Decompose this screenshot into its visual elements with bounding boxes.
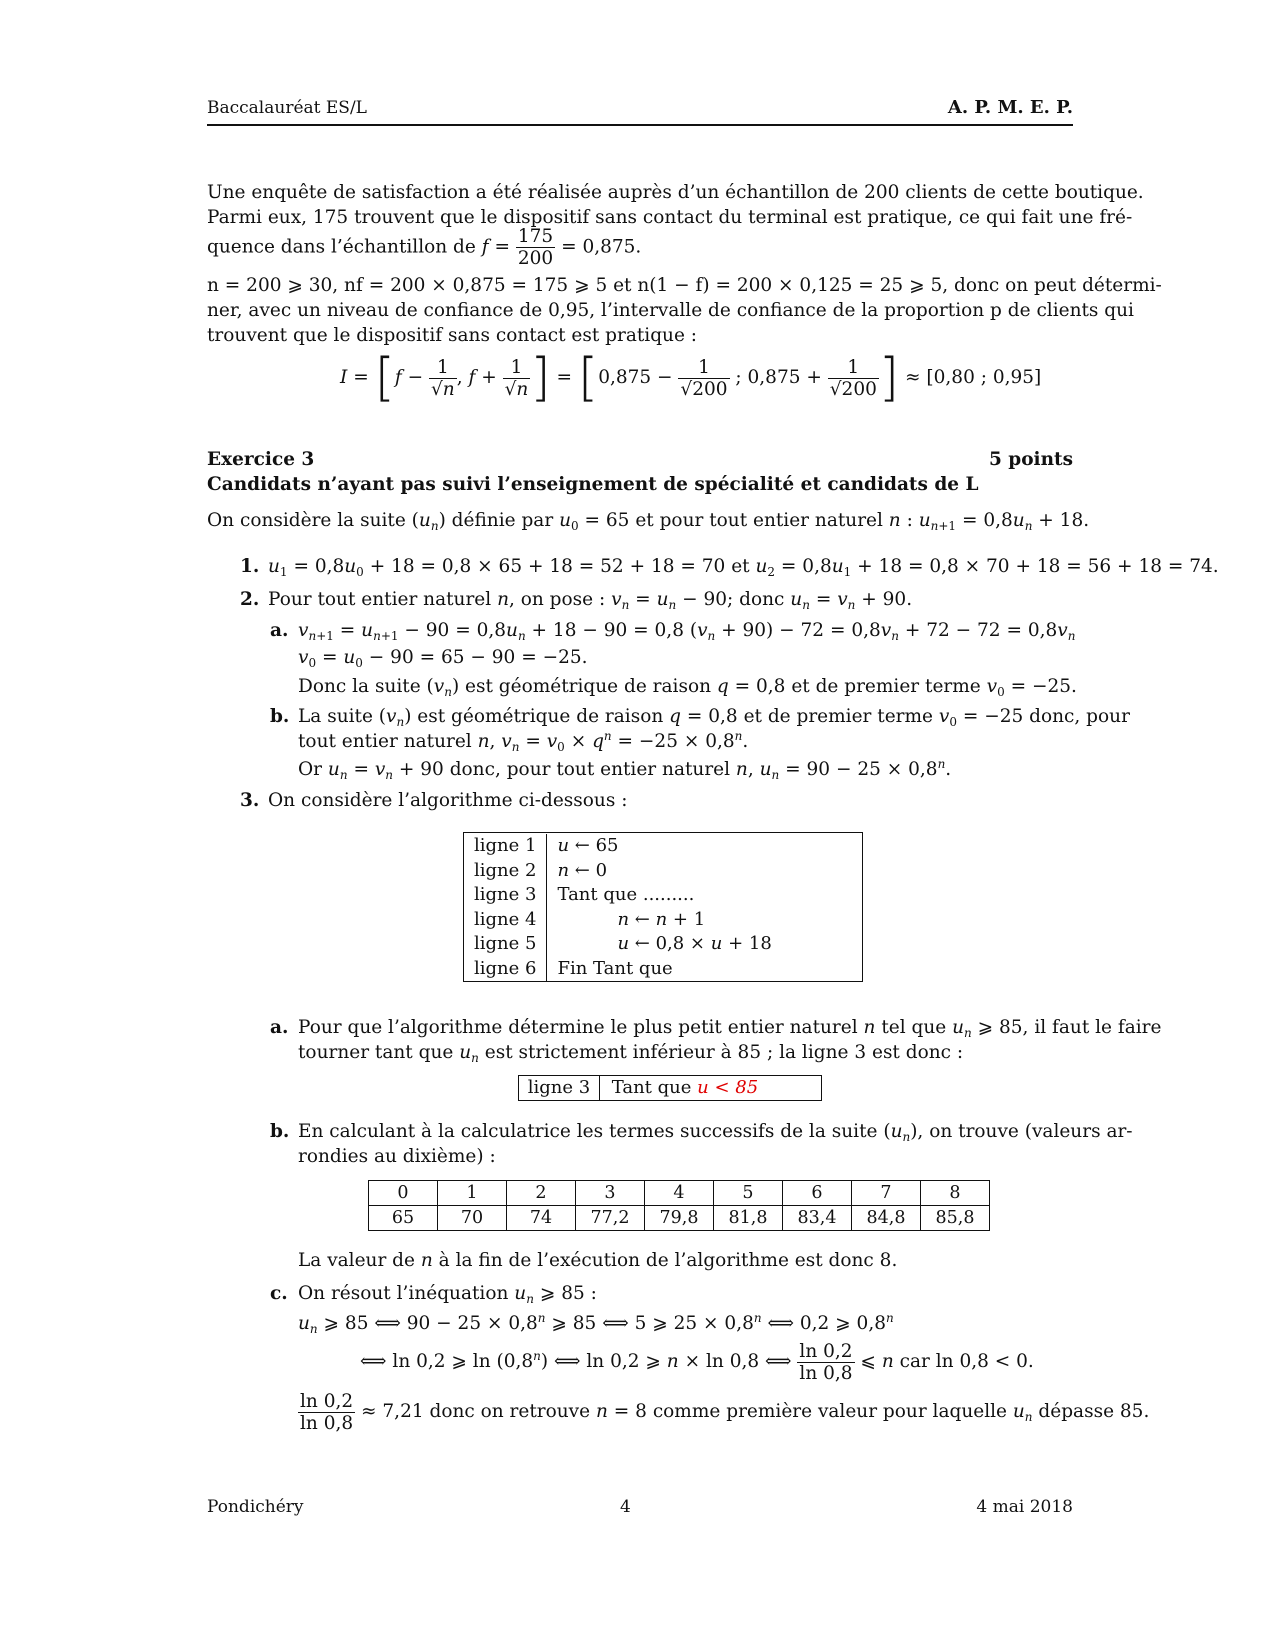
algo-line-label: ligne 4	[464, 908, 547, 933]
q3c-text-a: On résout l’inéquation	[298, 1283, 509, 1304]
values-table-wrap	[368, 1180, 990, 1231]
intro-conditions: n = 200 ⩾ 30, nf = 200 × 0,875 = 175 ⩾ 5 et n(1 − f) = 200 × 0,125 = 25 ⩾ 5, donc on peut détermi-	[207, 275, 1162, 296]
table-cell-u: 77,2	[576, 1206, 645, 1231]
q3c-line1: $u_n$ ⩾ 85 ⟺ $90 - 25 \times 0,8^n$ ⩾ 85 ⟺ 5 ⩾ $25 \times 0,8^n$ ⟺ 0,2 ⩾ 0,8$^n$	[298, 1311, 894, 1336]
algo-fin: Fin Tant que	[557, 957, 673, 979]
f-value: = 0,875.	[561, 236, 642, 258]
q3c-line3: $\frac{\ln 0,2}{\ln 0,8}$ ≈ 7,21 donc on retrouve n = 8 comme première valeur pour laquelle $u_n$ dépasse 85.	[300, 1390, 1150, 1434]
intro-line1: Une enquête de satisfaction a été réalisée auprès d’un échantillon de 200 clients de cette boutique.	[207, 182, 1144, 203]
q3c-text: On résout l’inéquation $u_n$ ⩾ 85 :	[298, 1283, 597, 1306]
statement-b: définie par	[451, 510, 554, 531]
q3-text: On considère l’algorithme ci-dessous :	[268, 790, 628, 811]
q3b-line1-text: En calculant à la calculatrice les termes successifs de la suite	[298, 1121, 878, 1142]
exercise-title: Exercice 3	[207, 449, 315, 470]
last-text-c: dépasse 85.	[1038, 1401, 1150, 1422]
q2b-line3: Or $u_n = v_n + 90$ donc, pour tout entier naturel n, $u_n = 90 - 25 \times 0,8^n$.	[298, 757, 952, 782]
algo-line-label: ligne 6	[464, 957, 547, 982]
table-cell-u: 70	[438, 1206, 507, 1231]
q2-number: 2.	[240, 589, 260, 610]
table-cell-u: 65	[369, 1206, 438, 1231]
q1-text: $u_1 = 0,8u_0 + 18 = 0,8 \times 65 + 18 = 52 + 18 = 70$ et $u_2 = 0,8u_1 + 18 = 0,8 \times 70 + 18 = 56 + 18 = 74$.	[268, 556, 1219, 579]
algo-line-label: ligne 1	[464, 834, 547, 859]
interval-formula: I = [f − $\frac{1}{√n}$ , f + $\frac{1}{√n}$ ] = [0,875 − $\frac{1}{√200}$ ; 0,875 + $\frac{1}{√200}$ ] ≈ [0,80 ; 0,95]	[340, 348, 1042, 408]
q3a-line2-a: tourner tant que	[298, 1042, 454, 1063]
last-text-a: ≈ 7,21 donc on retrouve	[361, 1401, 591, 1422]
header-left: Baccalauréat ES/L	[207, 98, 367, 118]
frac-den: 200	[517, 248, 554, 269]
q3b-label: b.	[270, 1121, 290, 1142]
q2-text: Pour tout entier naturel n, on pose : $v_n = u_n - 90$; donc $u_n = v_n + 90$.	[268, 589, 913, 612]
q3a-line2-b: est strictement inférieur à 85 ; la ligne 3 est donc :	[484, 1042, 964, 1063]
table-cell-n: 5	[714, 1181, 783, 1206]
table-cell-u: 83,4	[783, 1206, 852, 1231]
table-cell-u: 74	[507, 1206, 576, 1231]
algo-line-label: ligne 5	[464, 932, 547, 957]
table-cell-n: 7	[852, 1181, 921, 1206]
ligne3-box	[518, 1075, 822, 1101]
table-cell-n: 2	[507, 1181, 576, 1206]
footer-left: Pondichéry	[207, 1497, 304, 1517]
ligne3-condition: u < 85	[697, 1077, 759, 1098]
table-cell-u: 85,8	[921, 1206, 990, 1231]
page-number: 4	[620, 1497, 631, 1517]
table-cell-n: 8	[921, 1181, 990, 1206]
algo-line-label: ligne 2	[464, 859, 547, 884]
table-cell-n: 6	[783, 1181, 852, 1206]
q3a-line1: Pour que l’algorithme détermine le plus petit entier naturel n tel que $u_n$ ⩾ 85, il faut le faire	[298, 1017, 1162, 1040]
last-text-b: comme première valeur pour laquelle	[652, 1401, 1007, 1422]
table-cell-u: 81,8	[714, 1206, 783, 1231]
q3a-label: a.	[270, 1017, 289, 1038]
intro-line5: ner, avec un niveau de confiance de 0,95, l’intervalle de confiance de la proportion p de clients qui	[207, 300, 1134, 321]
q3b-conclusion: La valeur de n à la fin de l’exécution de l’algorithme est donc 8.	[298, 1250, 898, 1271]
q2b-line1: La suite $(v_n)$ est géométrique de raison q = 0,8 et de premier terme $v_0 = -25$ donc, pour	[298, 706, 1130, 729]
q3a-line1-text: Pour que l’algorithme détermine le plus petit entier naturel	[298, 1017, 858, 1038]
intro-line2: Parmi eux, 175 trouvent que le dispositif sans contact du terminal est pratique, ce qui fait une fré-	[207, 207, 1133, 228]
q2a-label: a.	[270, 620, 289, 641]
algorithm-box: ligne 1 u ← 65 ligne 2 n ← 0 ligne 3 Tant que ......... ligne 4 n ← n + 1 ligne 5 u ← 0,8 × u + 18 ligne 6 Fin Tant que	[463, 832, 863, 982]
table-cell-u: 79,8	[645, 1206, 714, 1231]
intro-line6: trouvent que le dispositif sans contact est pratique :	[207, 325, 698, 346]
frac-num: 175	[517, 226, 554, 247]
q3-number: 3.	[240, 790, 260, 811]
table-cell-n: 4	[645, 1181, 714, 1206]
table-cell-u: 84,8	[852, 1206, 921, 1231]
q3c-line2: ⟺ ln 0,2 ⩾ ln (0,8$^n$) ⟺ ln 0,2 ⩾ n × ln 0,8 ⟺ $\frac{\ln 0,2}{\ln 0,8}$ ⩽ n car ln 0,8 < 0.	[360, 1340, 1034, 1384]
statement-c: et pour tout entier naturel	[635, 510, 883, 531]
interval-result: ≈ [0,80 ; 0,95]	[905, 367, 1042, 388]
values-table	[368, 1180, 990, 1231]
ligne3-label: ligne 3	[519, 1076, 600, 1100]
footer-right: 4 mai 2018	[976, 1497, 1073, 1517]
q3a-line2: tourner tant que $u_n$ est strictement inférieur à 85 ; la ligne 3 est donc :	[298, 1042, 964, 1065]
ligne3-tq: Tant que	[611, 1077, 692, 1098]
q3b-line2: rondies au dixième) :	[298, 1146, 496, 1167]
table-cell-n: 3	[576, 1181, 645, 1206]
algo-tant-que: Tant que .........	[557, 884, 695, 905]
header-rule	[207, 124, 1073, 126]
q2b-label: b.	[270, 706, 290, 727]
q2-text-a: Pour tout entier naturel	[268, 589, 492, 610]
q2a-line2: $v_0 = u_0 - 90 = 65 - 90 = -25$.	[298, 647, 588, 670]
q1-number: 1.	[240, 556, 260, 577]
fraction-f	[516, 226, 555, 269]
q3b-conclusion-text: à la fin de l’exécution de l’algorithme est donc 8.	[438, 1250, 898, 1271]
statement: On considère la suite $(u_n)$ définie par $u_0 = 65$ et pour tout entier naturel n : $u_{n+1} = 0,8u_n + 18$.	[207, 510, 1090, 533]
intro-line3-text: quence dans l’échantillon de	[207, 236, 476, 258]
exercise-subtitle: Candidats n’ayant pas suivi l’enseignement de spécialité et candidats de L	[207, 474, 979, 495]
header-right: A. P. M. E. P.	[947, 97, 1073, 118]
q2a-line1: $v_{n+1} = u_{n+1} - 90 = 0,8u_n + 18 - 90 = 0,8$ $(v_n + 90) - 72 = 0,8v_n + 72 - 72 = 0,8v_n$	[298, 620, 1076, 643]
q3c-label: c.	[270, 1283, 288, 1304]
intro-line3: quence dans l’échantillon de f = $\frac{175}{200}$ = 0,875.	[207, 226, 642, 269]
q2a-line3: Donc la suite $(v_n)$ est géométrique de raison q = 0,8 et de premier terme $v_0 = -25$.	[298, 676, 1077, 699]
table-cell-n: 0	[369, 1181, 438, 1206]
table-cell-n: 1	[438, 1181, 507, 1206]
q2b-line2: tout entier naturel n, $v_n = v_0 \times q^n = -25 \times 0,8^n$.	[298, 729, 749, 754]
q3b-line1: En calculant à la calculatrice les termes successifs de la suite $(u_n)$, on trouve (valeurs ar-	[298, 1121, 1133, 1144]
exercise-points: 5 points	[988, 449, 1073, 470]
algo-line-label: ligne 3	[464, 883, 547, 908]
statement-a: On considère la suite	[207, 510, 406, 531]
